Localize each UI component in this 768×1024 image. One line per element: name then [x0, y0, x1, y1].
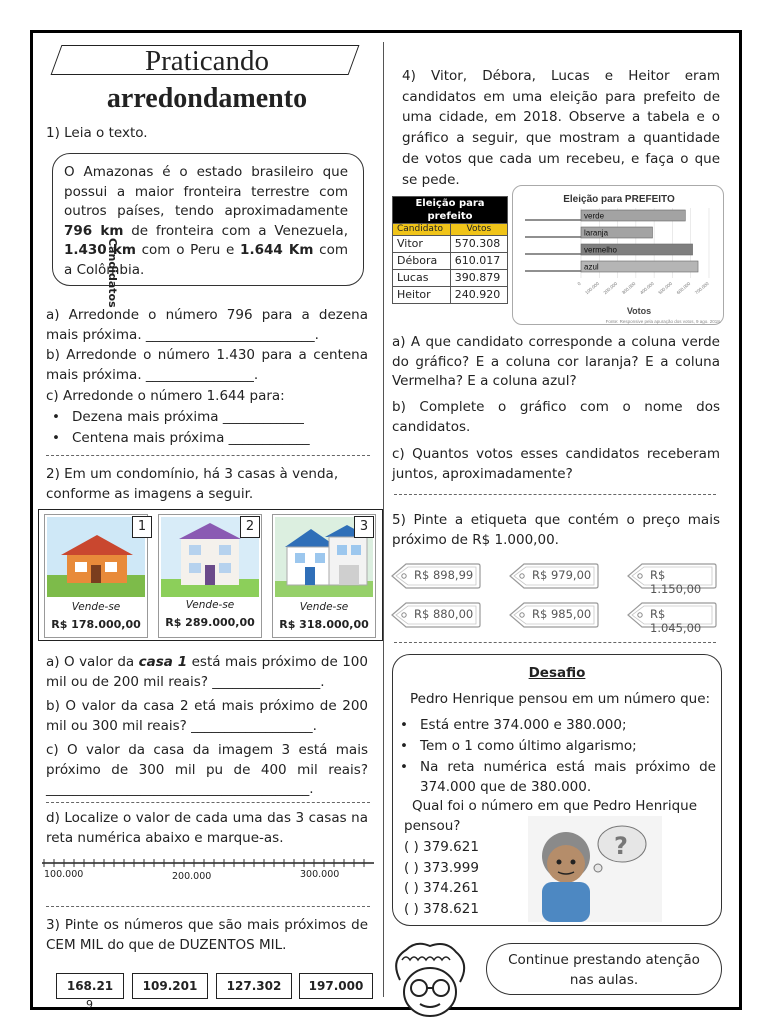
desafio-bullet-2: Tem o 1 como último algarismo; [420, 738, 637, 754]
teacher-face-illustration [386, 940, 472, 1024]
votes-table-cell: Débora [393, 253, 451, 270]
desafio-option-2[interactable]: ( ) 373.999 [404, 860, 479, 876]
desafio-bullet-1: Está entre 374.000 e 380.000; [420, 717, 627, 733]
votes-table-title: Eleição para prefeito [393, 197, 508, 224]
q3-overflow-digit: 9 [86, 998, 93, 1011]
chart-tick-label: 300.000 [620, 280, 637, 296]
chart-title: Eleição para PREFEITO [563, 194, 675, 205]
q1-c1: Dezena mais próxima ____________ [72, 409, 304, 425]
page-subtitle: arredondamento [106, 83, 308, 114]
q4-c: c) Quantos votos esses candidatos receberam juntos, aproximadamente? [392, 446, 720, 482]
chart-source: Fonte: Responsive pela apuração dos votos, 9 ago. 2018. [605, 319, 721, 324]
q5-intro: 5) Pinte a etiqueta que contém o preço mais próximo de R$ 1.000,00. [392, 512, 720, 548]
price-tag-label: R$ 1.045,00 [650, 607, 702, 635]
q4-b: b) Complete o gráfico com o nome dos candidatos. [392, 399, 720, 435]
votes-table-cell: Lucas [393, 270, 451, 287]
desafio-option-3[interactable]: ( ) 374.261 [404, 880, 479, 896]
chart-tick-label: 500.000 [657, 280, 674, 296]
house-1-label: Vende-se [71, 601, 121, 613]
house-1-price: R$ 178.000,00 [51, 618, 141, 631]
house-1-image [47, 517, 145, 597]
house-2-label: Vende-se [185, 599, 235, 611]
q4-intro: 4) Vitor, Débora, Lucas e Heitor eram candidatos em uma eleição para prefeito de uma cidade, em 2018. Observe a tabela e o gráfico a seguir, que mostram a quantidade de votos que cada um recebeu, e faça o que se pede. [402, 68, 720, 188]
desafio-option-4[interactable]: ( ) 378.621 [404, 901, 479, 917]
chart-tick-label: 0 [576, 280, 582, 287]
q1-text: O Amazonas é o estado brasileiro que possui a maior fronteira terrestre com outros países, tendo aproximadamente 796 km de fronteira com a Venezuela, 1.430 km com o Peru e 1.644 Km com a Colômbia. [64, 164, 348, 278]
page-title: Praticando [144, 45, 269, 77]
desafio-option-1[interactable]: ( ) 379.621 [404, 839, 479, 855]
chart-bar-label: azul [584, 262, 599, 272]
q1-c2: Centena mais próxima ____________ [72, 430, 310, 446]
q2-intro: 2) Em um condomínio, há 3 casas à venda, conforme as imagens a seguir. [46, 466, 339, 502]
votes-table-cell: 570.308 [450, 236, 507, 253]
number-line-label-100k: 100.000 [44, 869, 84, 880]
separator [394, 494, 716, 495]
house-2-price: R$ 289.000,00 [165, 616, 255, 629]
bullet-2: • [52, 430, 60, 446]
bullet: • [400, 759, 408, 775]
chart-bar-label: vermelho [584, 245, 617, 255]
house-3-label: Vende-se [299, 601, 349, 613]
desafio-question: Qual foi o número em que Pedro Henrique pensou? [404, 798, 698, 834]
chart-x-label: Votos [626, 306, 652, 316]
q3-number-2: 109.201 [132, 973, 208, 999]
votes-chart [512, 185, 724, 325]
price-tag-label: R$ 979,00 [532, 568, 592, 582]
chart-tick-label: 700.000 [693, 280, 710, 296]
price-tag-label: R$ 880,00 [414, 607, 474, 621]
votes-chart-svg [513, 186, 725, 326]
chart-tick-label: 100.000 [584, 280, 600, 296]
q3-number-1: 168.21 [56, 973, 124, 999]
house-3-number: 3 [354, 516, 374, 538]
number-line-label-200k: 200.000 [172, 871, 212, 882]
price-tag-label: R$ 898,99 [414, 568, 474, 582]
desafio-title: Desafio [528, 665, 586, 681]
chart-tick-label: 600.000 [675, 280, 692, 296]
chart-bar-label: laranja [584, 228, 609, 238]
bullet: • [400, 717, 408, 733]
desafio-intro: Pedro Henrique pensou em um número que: [410, 691, 711, 707]
house-1-number: 1 [132, 516, 152, 538]
q4-a: a) A que candidato corresponde a coluna verde do gráfico? E a coluna cor laranja? E a coluna Vermelha? E a coluna azul? [392, 334, 720, 390]
bullet: • [400, 738, 408, 754]
separator [394, 642, 716, 643]
number-line-label-300k: 300.000 [300, 869, 340, 880]
q1-a: a) Arredonde o número 796 para a dezena mais próxima. _________________________. [46, 307, 368, 343]
thinking-boy-illustration [528, 816, 662, 922]
q2-b: b) O valor da casa 2 etá mais próximo de 200 mil ou 300 mil reais? __________________. [46, 698, 368, 734]
separator [46, 802, 370, 803]
votes-table-header-votes: Votos [450, 224, 507, 236]
price-tag-label: R$ 985,00 [532, 607, 592, 621]
chart-tick-label: 400.000 [639, 280, 655, 296]
svg-text:?: ? [614, 832, 628, 860]
separator [46, 455, 370, 456]
votes-table-cell: 240.920 [450, 287, 507, 304]
chart-tick-label: 200.000 [602, 280, 619, 296]
price-tag[interactable] [626, 561, 718, 596]
q1-intro: 1) Leia o texto. [46, 125, 148, 141]
votes-table-cell: Heitor [393, 287, 451, 304]
q3-number-3: 127.302 [216, 973, 292, 999]
q2-d: d) Localize o valor de cada uma das 3 casas na reta numérica abaixo e marque-as. [46, 810, 368, 846]
votes-table [392, 196, 508, 304]
votes-table-header-candidate: Candidato [393, 224, 451, 236]
votes-table-cell: 390.879 [450, 270, 507, 287]
q3-intro: 3) Pinte os números que são mais próximos de CEM MIL do que de DUZENTOS MIL. [46, 917, 368, 953]
votes-table-cell: 610.017 [450, 253, 507, 270]
price-tag[interactable] [390, 600, 482, 630]
q2-a: a) O valor da casa 1 está mais próximo de 100 mil ou de 200 mil reais? ________________. [46, 654, 368, 690]
number-line [40, 856, 376, 870]
overlay-candidatos: Candidatos [106, 238, 119, 308]
price-tag[interactable] [508, 600, 600, 630]
q1-b: b) Arredonde o número 1.430 para a centena mais próxima. ________________. [46, 347, 368, 383]
column-divider [383, 42, 384, 997]
votes-table-cell: Vitor [393, 236, 451, 253]
desafio-bullet-3: Na reta numérica está mais próximo de 374.000 que de 380.000. [420, 759, 716, 795]
chart-bar-label: verde [584, 211, 605, 221]
separator [46, 906, 370, 907]
footer-message: Continue prestando atenção nas aulas. [508, 952, 700, 988]
price-tag[interactable] [508, 561, 600, 591]
q1-c: c) Arredonde o número 1.644 para: [46, 388, 285, 404]
price-tag[interactable] [626, 600, 718, 635]
house-2-number: 2 [240, 516, 260, 538]
q3-number-4: 197.000 [299, 973, 373, 999]
house-3-price: R$ 318.000,00 [279, 618, 369, 631]
price-tag-label: R$ 1.150,00 [650, 568, 702, 596]
price-tag[interactable] [390, 561, 482, 591]
q2-c: c) O valor da casa da imagem 3 está mais próximo de 300 mil pu de 400 mil reais? _______________________________________. [46, 742, 368, 798]
bullet-1: • [52, 409, 60, 425]
